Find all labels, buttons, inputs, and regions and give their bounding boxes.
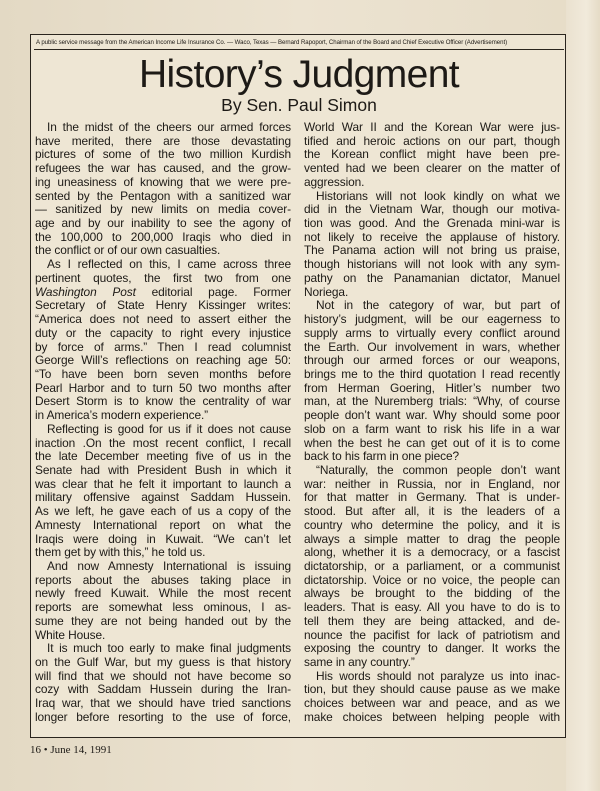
- text-line: Iraqis were doing in Kuwait. “We can’t let: [35, 532, 291, 546]
- article-column-left: [35, 121, 291, 725]
- text-line: exposing the country to danger. It works the: [304, 642, 560, 656]
- text-line: tified and heroic actions on our part, though: [304, 134, 560, 148]
- text-line: newly freed Kuwait. While the most recent: [35, 587, 291, 601]
- text-line: always a simple matter to drag the people: [304, 532, 560, 546]
- page-footer: 16 • June 14, 1991: [30, 744, 112, 756]
- adjacent-page-edge: [566, 0, 600, 791]
- text-line: dictatorship. Voice or no voice, the people can: [304, 573, 560, 587]
- article-column-right: [304, 121, 560, 725]
- text-line: tion, but they should cause pause as we make: [304, 683, 560, 697]
- text-line: Pearl Harbor and to turn 50 two months after: [35, 381, 291, 395]
- text-line: pertinent quotes, the first two from one: [35, 271, 291, 285]
- notice-divider: [34, 49, 564, 50]
- text-line: tion was good. And the Grenada mini-war is: [304, 217, 560, 231]
- text-line: “Naturally, the common people don’t want: [316, 463, 560, 477]
- text-line: brings me to the third quotation I read recently: [304, 367, 560, 381]
- text-line: dictatorship, or a parliament, or a communist: [304, 560, 560, 573]
- text-line: was clear that he felt it important to launch a: [35, 477, 291, 491]
- text-line: slob on a farm want to risk his life in a war: [304, 422, 560, 436]
- text-line: Noriega.: [304, 285, 349, 299]
- text-line: war: neither in Russia, nor in England, nor: [304, 477, 560, 491]
- text-line: the 100,000 to 200,000 Iraqis who died in: [35, 230, 291, 244]
- text-line: same in any country.”: [304, 656, 415, 670]
- text-line: cozy with Saddam Hussein during the Iran-: [35, 683, 291, 697]
- text-line: pathy on the Panamanian dictator, Manuel: [304, 271, 560, 285]
- text-line: Amnesty International report on what the: [35, 518, 291, 532]
- text-line: when the best he can get out of it is to come: [304, 436, 560, 450]
- article-byline: By Sen. Paul Simon: [221, 95, 377, 115]
- text-line: His words should not paralyze us into inac-: [316, 669, 560, 683]
- text-line: people don’t want war. Why should some poor: [304, 409, 560, 423]
- text-line: Reflecting is good for us if it does not cause: [47, 422, 291, 436]
- text-line: And now Amnesty International is issuing: [47, 560, 291, 573]
- text-line: reports are somewhat less ominous, I as-: [35, 601, 291, 615]
- text-line: did in the Vietnam War, though our motiva-: [304, 203, 560, 217]
- sponsor-notice: A public service message from the American Income Life Insurance Co. — Waco, Texas — Bernard Rapoport, Chairman of the Board and Chief Executive Officer (Advertisement): [36, 39, 508, 46]
- text-line: refugees the war has caused, and the grow-: [35, 162, 291, 176]
- text-line: along, whether it is a democracy, or a fascist: [304, 546, 560, 560]
- text-line: pictures of some of the two million Kurdish: [35, 148, 291, 162]
- text-line: As we left, he gave each of us a copy of the: [35, 505, 291, 519]
- text-line: duty or the capacity to right every injustice: [35, 326, 291, 340]
- text-line: have merited, there are those devastating: [35, 134, 291, 148]
- article-title: History’s Judgment: [138, 53, 460, 96]
- text-line: Iraq war, that we should have tried sanctions: [35, 697, 291, 711]
- text-line: The Panama action will not bring us praise,: [304, 244, 560, 258]
- text-line: for that matter in Germany. That is under-: [304, 491, 560, 505]
- text-line: Secretary of State Henry Kissinger writes:: [35, 299, 291, 313]
- text-line: — sanitized by new limits on media cover-: [35, 203, 291, 217]
- text-line: sented by the Pentagon with a sanitized war: [35, 189, 291, 203]
- text-line: As I reflected on this, I came across three: [47, 258, 291, 272]
- text-line: inaction .On the most recent conflict, I recall: [35, 436, 291, 450]
- text-line: Desert Storm is to know the centrality of war: [35, 395, 291, 409]
- text-line: George Will’s reflections on reaching age 50:: [35, 354, 291, 368]
- text-line: supply arms to virtually every conflict around: [304, 326, 560, 340]
- text-line: not likely to receive the applause of history.: [304, 230, 560, 244]
- text-line: history’s judgment, will be our eagerness to: [304, 313, 560, 327]
- text-line: Historians will not look kindly on what we: [316, 189, 560, 203]
- text-line: ing uneasiness of knowing that we were pre-: [35, 175, 291, 189]
- text-line: them get by with this,” he told us.: [35, 546, 206, 560]
- text-line: Not in the category of war, but part of: [316, 299, 560, 313]
- text-line: It is much too early to make final judgments: [47, 642, 291, 656]
- text-line: Senate had with President Bush in which it: [35, 463, 291, 477]
- text-line: will find that we should not have become so: [35, 669, 291, 683]
- text-line: military offensive against Saddam Hussein.: [35, 491, 291, 505]
- text-line: choices between war and peace, and as we: [304, 697, 560, 711]
- text-line: In the midst of the cheers our armed forces: [47, 121, 291, 134]
- text-line: the late December meeting five of us in the: [35, 450, 291, 464]
- text-line: man, at the Nuremberg trials: “Why, of course: [304, 395, 560, 409]
- text-line: stood. But after all, it is the leaders of a: [304, 505, 560, 519]
- text-line: back to his farm in one piece?: [304, 450, 459, 464]
- text-line: though historians will not look with any sym-: [304, 258, 560, 272]
- text-line: always be brought to the bidding of the: [304, 587, 560, 601]
- text-line: from Herman Goering, Hitler’s number two: [304, 381, 560, 395]
- text-line: age and by our inability to see the agony of: [35, 217, 291, 231]
- text-line: the Earth. Our involvement in wars, whether: [304, 340, 560, 354]
- text-line: sume they are not being handed out by the: [35, 614, 291, 628]
- text-line: aggression.: [304, 175, 365, 189]
- text-line: the conflict or of our own casualties.: [35, 244, 221, 258]
- text-line: through our armed forces or our weapons,: [304, 354, 560, 368]
- text-line: leaders. That is easy. All you have to do is to: [304, 601, 560, 615]
- text-line: vented had we been clearer on the matter of: [304, 162, 560, 176]
- text-line: tell them they are being attacked, and de-: [304, 614, 560, 628]
- text-line: in America’s modern experience.”: [35, 409, 209, 423]
- text-line: country who determine the policy, and it is: [304, 518, 560, 532]
- text-line: on the Gulf War, but my guess is that history: [35, 656, 291, 670]
- text-line: make choices between helping people with: [304, 710, 560, 724]
- text-line: White House.: [35, 628, 106, 642]
- text-line: Washington Post editorial page. Former: [35, 285, 291, 299]
- text-line: by force of arms.” Then I read columnist: [35, 340, 291, 354]
- text-line: longer before resorting to the use of force,: [35, 710, 291, 724]
- text-line: nounce the pacifist for lack of patriotism and: [304, 628, 560, 642]
- text-line: “To have been born seven months before: [35, 367, 291, 381]
- text-line: “America does not need to assert either the: [35, 313, 291, 327]
- text-line: World War II and the Korean War were jus-: [304, 121, 560, 134]
- text-line: the Korean conflict might have been pre-: [304, 148, 560, 162]
- text-line: reports about the abuses taking place in: [35, 573, 291, 587]
